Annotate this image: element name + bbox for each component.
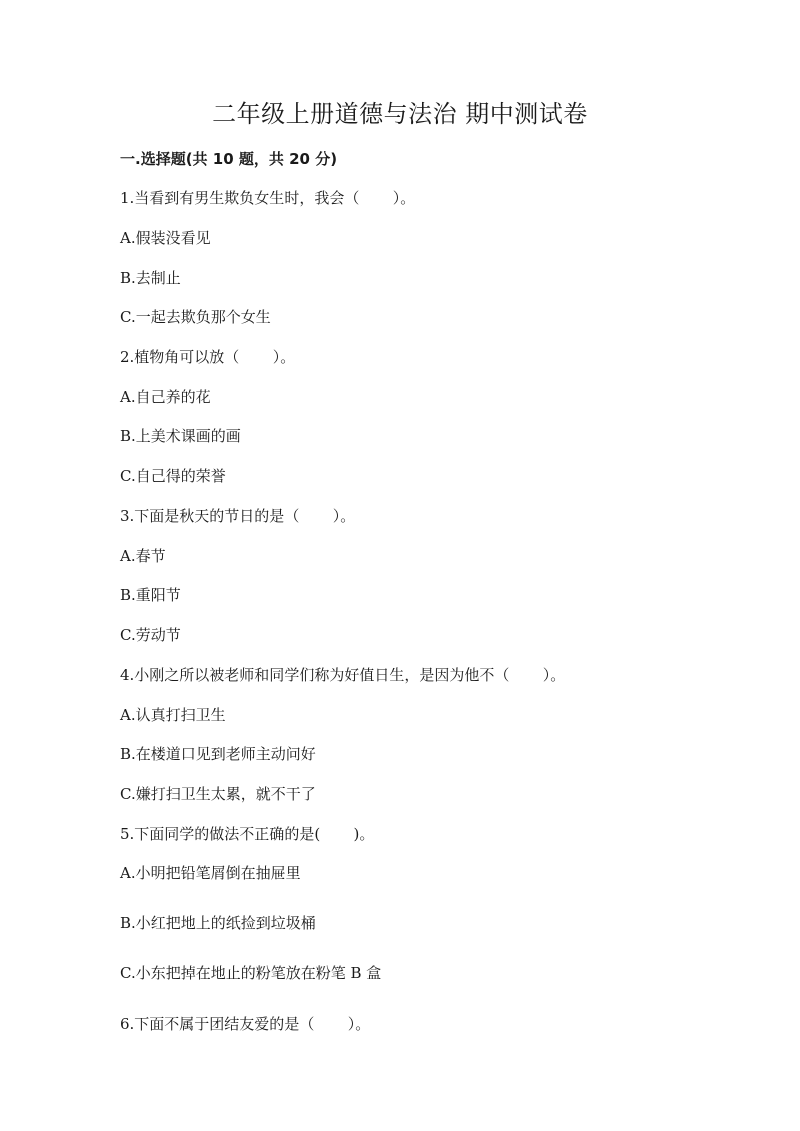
question-4-option-c: C.嫌打扫卫生太累，就不干了: [120, 785, 316, 803]
question-1-option-c: C.一起去欺负那个女生: [120, 308, 271, 326]
question-3-option-a: A.春节: [120, 547, 166, 565]
question-5-stem: 5.下面同学的做法不正确的是( )。: [120, 825, 375, 843]
question-2-stem: 2.植物角可以放（ ）。: [120, 348, 296, 366]
question-3-option-b: B.重阳节: [120, 586, 181, 604]
question-1-option-a: A.假装没看见: [120, 229, 211, 247]
question-5-option-a: A.小明把铅笔屑倒在抽屉里: [120, 864, 301, 882]
question-5-option-b: B.小红把地上的纸捡到垃圾桶: [120, 914, 316, 932]
question-1-option-b: B.去制止: [120, 269, 181, 287]
question-4-option-a: A.认真打扫卫生: [120, 706, 226, 724]
question-2-option-b: B.上美术课画的画: [120, 427, 241, 445]
section-heading: 一.选择题(共 10 题，共 20 分): [120, 150, 338, 168]
question-5-option-c: C.小东把掉在地止的粉笔放在粉笔 B 盒: [120, 964, 382, 982]
question-2-option-c: C.自己得的荣誉: [120, 467, 226, 485]
question-4-option-b: B.在楼道口见到老师主动问好: [120, 745, 316, 763]
question-6-stem: 6.下面不属于团结友爱的是（ ）。: [120, 1015, 371, 1033]
question-4-stem: 4.小刚之所以被老师和同学们称为好值日生，是因为他不（ ）。: [120, 666, 566, 684]
question-2-option-a: A.自己养的花: [120, 388, 211, 406]
question-3-stem: 3.下面是秋天的节日的是（ ）。: [120, 507, 356, 525]
page-title: 二年级上册道德与法治 期中测试卷: [212, 100, 588, 128]
question-3-option-c: C.劳动节: [120, 626, 181, 644]
question-1-stem: 1.当看到有男生欺负女生时，我会（ ）。: [120, 189, 416, 207]
